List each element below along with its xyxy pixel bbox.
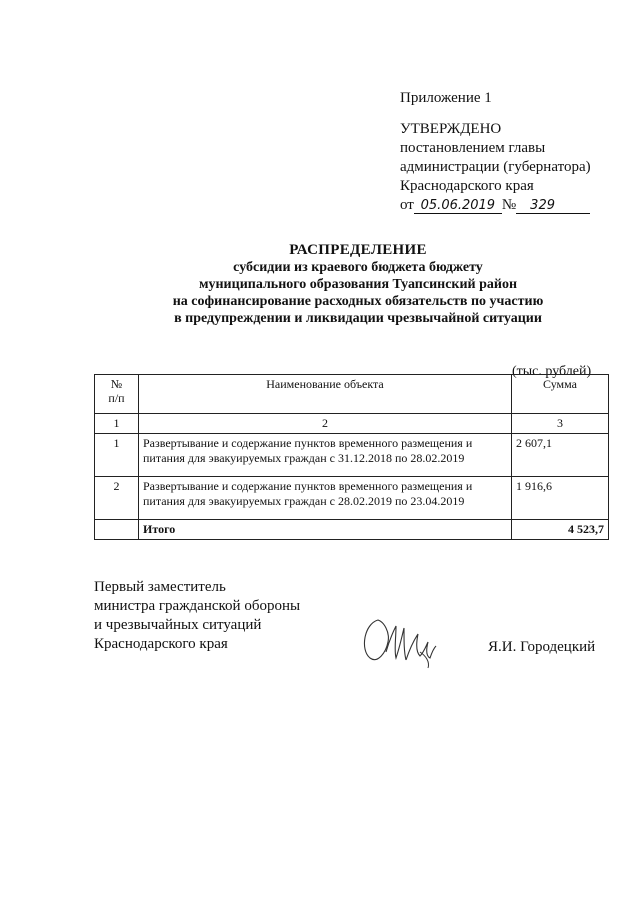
- header-sum: Сумма: [512, 375, 609, 414]
- handwritten-signature: [360, 612, 440, 672]
- row-number: 2: [95, 477, 139, 520]
- table-index-row: [95, 414, 609, 434]
- signatory-name: Я.И. Городецкий: [488, 639, 596, 655]
- table-row: [95, 434, 609, 477]
- position-line: Краснодарского края: [94, 636, 228, 652]
- total-sum: 4 523,7: [512, 520, 609, 540]
- title-line: муниципального образования Туапсинский район: [198, 277, 518, 292]
- document-title: [60, 242, 640, 327]
- distribution-table: [94, 374, 609, 540]
- position-line: и чрезвычайных ситуаций: [94, 617, 262, 633]
- index-cell: 2: [139, 414, 512, 434]
- total-empty-cell: [95, 520, 139, 540]
- title-line: в предупреждении и ликвидации чрезвычайной ситуации: [174, 311, 542, 326]
- position-line: министра гражданской обороны: [94, 598, 301, 614]
- header-number: [95, 375, 139, 414]
- total-label: Итого: [139, 520, 512, 540]
- title-line: на софинансирование расходных обязательств по участию: [172, 294, 544, 309]
- approval-date: 05.06.2019: [414, 198, 502, 214]
- index-cell: 3: [512, 414, 609, 434]
- header-number-label: № п/п: [108, 377, 125, 405]
- approval-number: 329: [516, 198, 590, 214]
- header-name: Наименование объекта: [139, 375, 512, 414]
- row-sum: 1 916,6: [512, 477, 609, 520]
- title-line: субсидии из краевого бюджета бюджету: [233, 260, 483, 275]
- approved-line: постановлением главы: [400, 140, 546, 156]
- approved-line: администрации (губернатора): [400, 159, 591, 175]
- table-total-row: [95, 520, 609, 540]
- table-header-row: [95, 375, 609, 414]
- title-heading: РАСПРЕДЕЛЕНИЕ: [289, 242, 427, 258]
- approval-date-line: [400, 196, 591, 215]
- approved-line: Краснодарского края: [400, 178, 534, 194]
- number-prefix: №: [501, 197, 517, 213]
- units-label: (тыс. рублей): [512, 364, 592, 379]
- row-name: Развертывание и содержание пунктов временного размещения и питания для эвакуируемых граждан с 28.02.2019 по 23.04.2019: [139, 477, 512, 520]
- date-prefix: от: [400, 197, 414, 213]
- appendix-label: Приложение 1: [400, 90, 492, 106]
- table-row: [95, 477, 609, 520]
- position-line: Первый заместитель: [94, 579, 226, 595]
- row-name: Развертывание и содержание пунктов временного размещения и питания для эвакуируемых граждан с 31.12.2018 по 28.02.2019: [139, 434, 512, 477]
- approval-block: [400, 120, 591, 215]
- index-cell: 1: [95, 414, 139, 434]
- row-number: 1: [95, 434, 139, 477]
- approved-title: УТВЕРЖДЕНО: [400, 121, 502, 137]
- row-sum: 2 607,1: [512, 434, 609, 477]
- signatory-position: [94, 578, 300, 654]
